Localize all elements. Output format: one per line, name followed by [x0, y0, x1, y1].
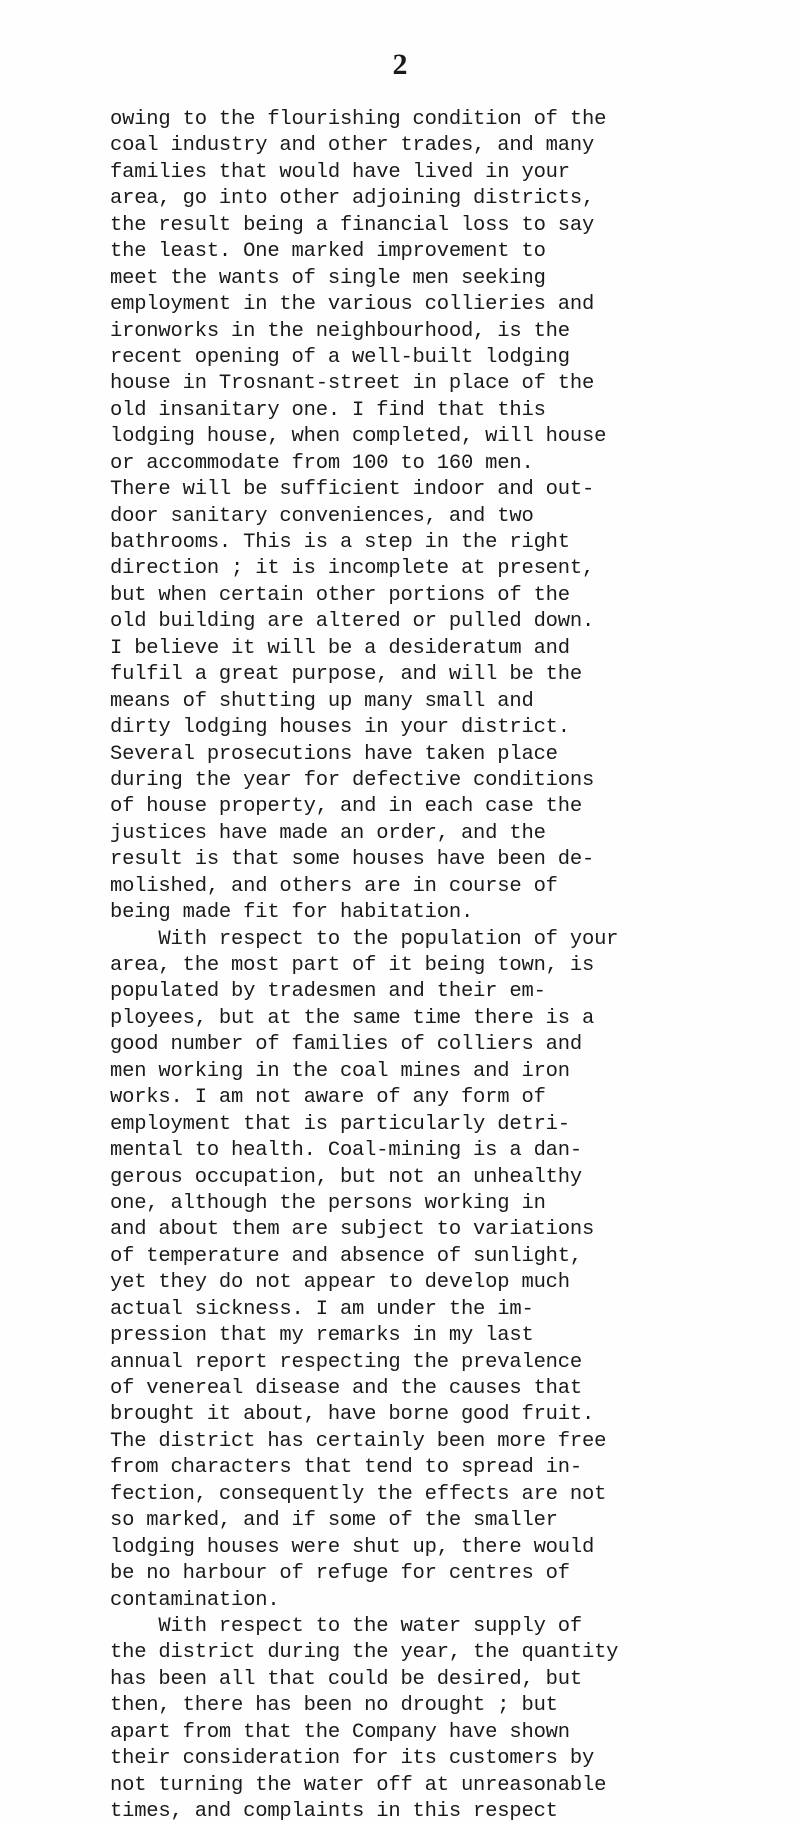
- text-line: has been all that could be desired, but: [110, 1667, 582, 1691]
- text-line: gerous occupation, but not an unhealthy: [110, 1165, 582, 1189]
- text-line: Several prosecutions have taken place: [110, 742, 558, 766]
- text-line: owing to the flourishing condition of the: [110, 108, 607, 131]
- text-line: be no harbour of refuge for centres of: [110, 1562, 570, 1586]
- text-line: area, go into other adjoining districts,: [110, 187, 595, 211]
- text-line: contamination.: [110, 1588, 280, 1612]
- text-line: times, and complaints in this respect: [110, 1800, 558, 1823]
- text-line: fulfil a great purpose, and will be the: [110, 663, 582, 687]
- text-line: justices have made an order, and the: [110, 821, 546, 845]
- text-line: mental to health. Coal-mining is a dan-: [110, 1139, 582, 1163]
- text-line: ployees, but at the same time there is a: [110, 1006, 595, 1030]
- text-line: of venereal disease and the causes that: [110, 1377, 582, 1400]
- text-line: works. I am not aware of any form of: [110, 1086, 546, 1110]
- text-line: good number of families of colliers and: [110, 1033, 582, 1057]
- text-line: old insanitary one. I find that this: [110, 398, 546, 422]
- text-line: from characters that tend to spread in-: [110, 1456, 582, 1480]
- text-line: men working in the coal mines and iron: [110, 1059, 570, 1083]
- text-line: There will be sufficient indoor and out-: [110, 478, 595, 502]
- text-line: then, there has been no drought ; but: [110, 1694, 558, 1718]
- text-line: apart from that the Company have shown: [110, 1720, 570, 1744]
- text-line: brought it about, have borne good fruit.: [110, 1403, 595, 1427]
- page-number: 2: [392, 48, 408, 81]
- text-line: families that would have lived in your: [110, 160, 570, 184]
- text-line: or accommodate from 100 to 160 men.: [110, 451, 534, 475]
- text-line: employment that is particularly detri-: [110, 1112, 570, 1136]
- text-line: house in Trosnant-street in place of the: [110, 372, 595, 396]
- text-line: meet the wants of single men seeking: [110, 266, 546, 290]
- text-line: coal industry and other trades, and many: [110, 134, 595, 158]
- text-line: but when certain other portions of the: [110, 583, 570, 607]
- text-line: yet they do not appear to develop much: [110, 1271, 570, 1295]
- text-line: area, the most part of it being town, is: [110, 954, 595, 977]
- text-line: lodging house, when completed, will house: [110, 425, 607, 449]
- text-line: the result being a financial loss to say: [110, 213, 595, 237]
- text-line: of temperature and absence of sunlight,: [110, 1244, 582, 1268]
- text-line: lodging houses were shut up, there would: [110, 1535, 595, 1559]
- text-line: and about them are subject to variations: [110, 1218, 595, 1242]
- text-line: of house property, and in each case the: [110, 795, 582, 819]
- text-line: their consideration for its customers by: [110, 1747, 595, 1771]
- text-line: the district during the year, the quantity: [110, 1641, 619, 1665]
- text-line: one, although the persons working in: [110, 1191, 546, 1215]
- text-line: With respect to the population of your: [110, 927, 619, 951]
- text-line: door sanitary conveniences, and two: [110, 504, 534, 528]
- text-line: direction ; it is incomplete at present,: [110, 557, 595, 581]
- text-line: actual sickness. I am under the im-: [110, 1297, 534, 1321]
- body-text: [110, 107, 710, 1825]
- text-line: ironworks in the neighbourhood, is the: [110, 319, 570, 343]
- text-line: so marked, and if some of the smaller: [110, 1509, 558, 1533]
- text-line: pression that my remarks in my last: [110, 1324, 534, 1348]
- text-line: the least. One marked improvement to: [110, 240, 546, 264]
- text-line: molished, and others are in course of: [110, 874, 558, 898]
- text-line: With respect to the water supply of: [110, 1614, 582, 1638]
- text-line: populated by tradesmen and their em-: [110, 980, 546, 1004]
- text-line: means of shutting up many small and: [110, 689, 534, 713]
- text-line: not turning the water off at unreasonable: [110, 1773, 607, 1797]
- text-line: The district has certainly been more free: [110, 1429, 607, 1453]
- text-line: annual report respecting the prevalence: [110, 1350, 582, 1374]
- text-line: result is that some houses have been de-: [110, 848, 595, 872]
- text-line: fection, consequently the effects are not: [110, 1482, 607, 1506]
- text-line: employment in the various collieries and: [110, 293, 595, 317]
- text-line: bathrooms. This is a step in the right: [110, 531, 570, 554]
- text-line: dirty lodging houses in your district.: [110, 716, 570, 740]
- text-line: being made fit for habitation.: [110, 901, 474, 925]
- text-line: recent opening of a well-built lodging: [110, 345, 570, 369]
- text-line: during the year for defective conditions: [110, 768, 595, 792]
- text-line: old building are altered or pulled down.: [110, 610, 595, 634]
- text-line: I believe it will be a desideratum and: [110, 636, 570, 660]
